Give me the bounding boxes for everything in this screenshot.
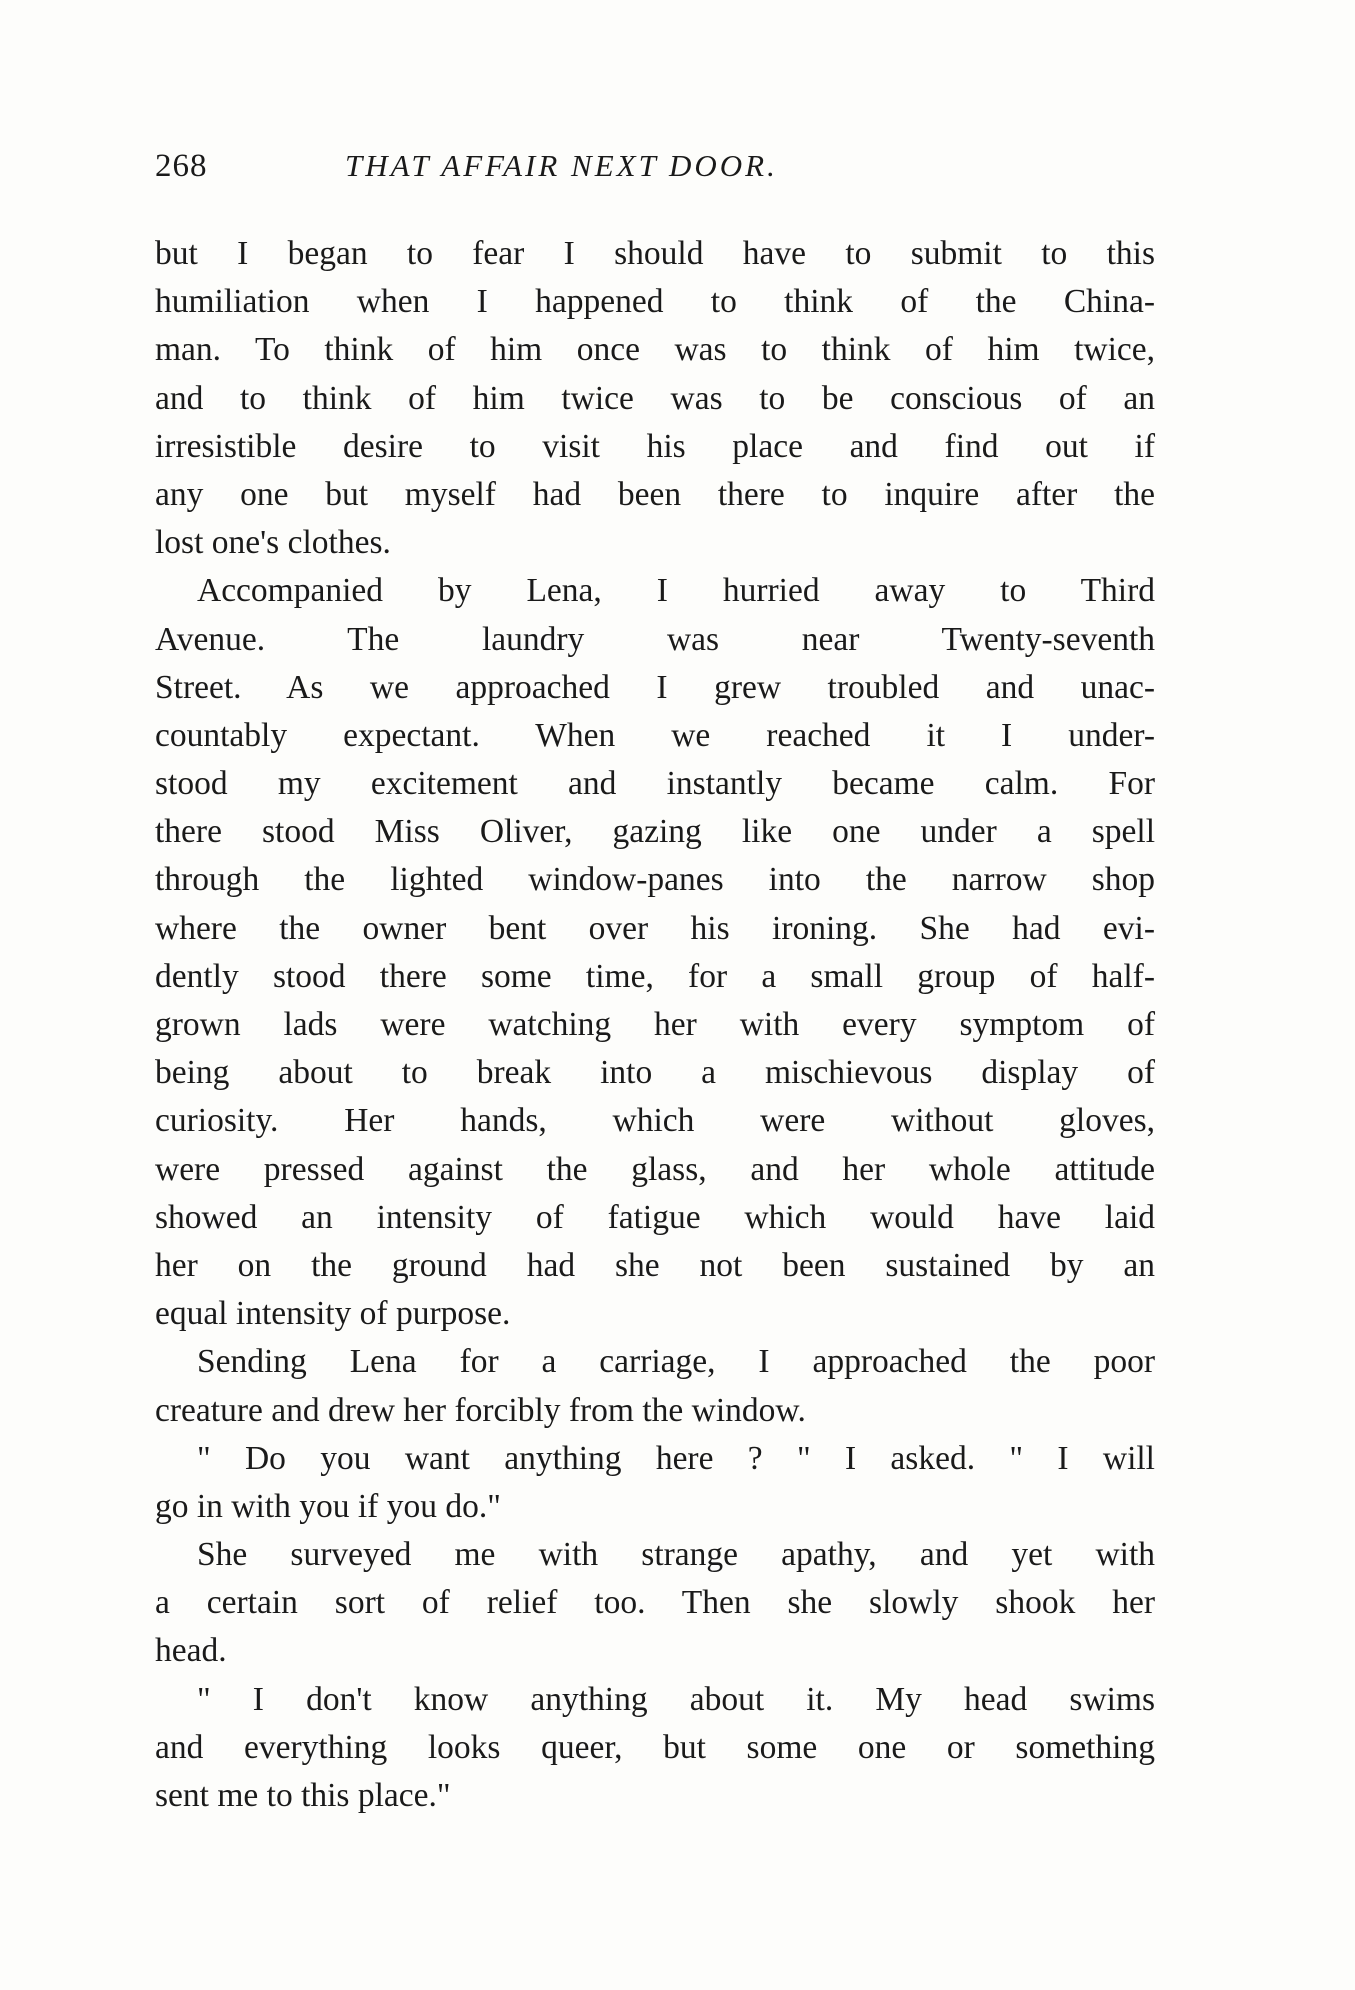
text-line: where the owner bent over his ironing. She had evi-: [155, 909, 1155, 947]
text-line: Avenue. The laundry was near Twenty-seventh: [155, 620, 1155, 658]
text-line: humiliation when I happened to think of the China-: [155, 283, 1155, 321]
text-line: Street. As we approached I grew troubled and unac-: [155, 668, 1155, 706]
text-line: head.: [155, 1632, 227, 1670]
text-line: creature and drew her forcibly from the window.: [155, 1391, 806, 1429]
text-line: through the lighted window-panes into the narrow shop: [155, 861, 1155, 899]
text-line: showed an intensity of fatigue which would have laid: [155, 1198, 1155, 1236]
text-line: countably expectant. When we reached it I under-: [155, 716, 1155, 754]
text-line: being about to break into a mischievous display of: [155, 1054, 1155, 1092]
running-title: THAT AFFAIR NEXT DOOR.: [345, 148, 778, 183]
text-line: go in with you if you do.": [155, 1487, 501, 1525]
page-number: 268: [155, 148, 208, 184]
text-line: man. To think of him once was to think of him twice,: [155, 331, 1155, 369]
text-line: but I began to fear I should have to submit to this: [155, 235, 1155, 272]
text-line: grown lads were watching her with every symptom of: [155, 1006, 1155, 1043]
text-line: dently stood there some time, for a small group of half-: [155, 957, 1155, 995]
text-line: stood my excitement and instantly became calm. For: [155, 765, 1155, 803]
text-line: there stood Miss Oliver, gazing like one under a spell: [155, 813, 1155, 851]
text-line: Accompanied by Lena, I hurried away to Third: [197, 572, 1155, 610]
text-line: any one but myself had been there to inquire after the: [155, 475, 1155, 513]
text-line: " Do you want anything here ? " I asked. " I will: [197, 1439, 1155, 1477]
page-header: [155, 148, 1155, 198]
text-line: curiosity. Her hands, which were without gloves,: [155, 1102, 1155, 1140]
text-line: and everything looks queer, but some one or something: [155, 1728, 1155, 1766]
text-line: " I don't know anything about it. My head swims: [197, 1680, 1155, 1718]
text-line: her on the ground had she not been sustained by an: [155, 1246, 1155, 1284]
text-line: sent me to this place.": [155, 1777, 451, 1814]
text-line: were pressed against the glass, and her whole attitude: [155, 1150, 1155, 1188]
body-text: [155, 230, 1155, 1820]
text-line: She surveyed me with strange apathy, and yet with: [197, 1536, 1155, 1574]
text-line: equal intensity of purpose.: [155, 1295, 511, 1333]
text-line: a certain sort of relief too. Then she slowly shook her: [155, 1584, 1155, 1622]
text-line: and to think of him twice was to be conscious of an: [155, 379, 1155, 417]
text-line: irresistible desire to visit his place and find out if: [155, 427, 1155, 465]
text-line: Sending Lena for a carriage, I approached the poor: [197, 1343, 1155, 1381]
text-line: lost one's clothes.: [155, 524, 391, 562]
